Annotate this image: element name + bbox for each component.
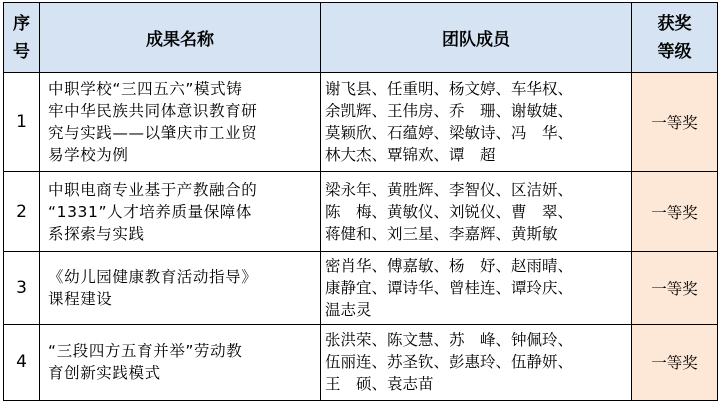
member-line: 余凯辉、王伟房、乔 珊、谢敏婕、 (325, 102, 574, 121)
award-level: 一等奖 (632, 251, 718, 324)
team-members (321, 172, 632, 251)
header-team-members: 团队成员 (321, 3, 632, 73)
table-row (4, 172, 718, 251)
member-line: 蒋健和、刘三星、李嘉辉、黄斯敏 (325, 224, 558, 243)
team-members (321, 251, 632, 324)
row-number: 2 (4, 172, 40, 251)
awards-table (3, 2, 718, 401)
name-line: 牢中华民族共同体意识教育研 (48, 102, 258, 121)
table-row (4, 324, 718, 400)
name-line: 课程建设 (48, 289, 113, 308)
member-line: 伍丽连、苏圣钦、彭惠玲、伍静妍、 (325, 353, 574, 372)
table-row (4, 251, 718, 324)
member-line: 王 硕、袁志苗 (325, 375, 434, 394)
name-line: 《幼儿园健康教育活动指导》 (48, 267, 258, 286)
name-line: “1331”人才培养质量保障体 (48, 202, 253, 221)
name-line: 中职学校“三四五六”模式铸 (48, 80, 243, 99)
member-line: 陈 梅、黄敏仪、刘锐仪、曹 翠、 (325, 202, 574, 221)
name-line: 易学校为例 (48, 146, 129, 165)
header-number-line1: 序 (13, 13, 30, 34)
name-line: 系探索与实践 (48, 224, 145, 243)
member-line: 莫颖欣、石蕴婷、梁敏诗、冯 华、 (325, 124, 574, 143)
name-line: 育创新实践模式 (48, 364, 161, 383)
row-number: 3 (4, 251, 40, 324)
header-achievement-name: 成果名称 (40, 3, 321, 73)
member-line: 张洪荣、陈文慧、苏 峰、钟佩玲、 (325, 331, 574, 350)
row-number: 1 (4, 73, 40, 172)
row-number: 4 (4, 324, 40, 400)
award-level: 一等奖 (632, 324, 718, 400)
member-line: 康静宜、谭诗华、曾桂连、谭玲庆、 (325, 278, 574, 297)
member-line: 温志灵 (325, 300, 372, 319)
header-award-line2: 等级 (657, 41, 692, 62)
header-number-line2: 号 (13, 41, 30, 62)
achievement-name (40, 324, 321, 400)
name-line: 究与实践——以肇庆市工业贸 (48, 124, 258, 143)
table-row (4, 73, 718, 172)
achievement-name (40, 172, 321, 251)
achievement-name (40, 251, 321, 324)
header-number (4, 3, 40, 73)
header-award-line1: 获奖 (657, 13, 692, 34)
name-line: “三段四方五育并举”劳动教 (48, 342, 243, 361)
header-row (4, 3, 718, 73)
member-line: 梁永年、黄胜辉、李智仪、区洁妍、 (325, 180, 574, 199)
name-line: 中职电商专业基于产教融合的 (48, 180, 258, 199)
member-line: 密肖华、傅嘉敏、杨 妤、赵雨晴、 (325, 256, 574, 275)
team-members (321, 73, 632, 172)
achievement-name (40, 73, 321, 172)
header-award-level (632, 3, 718, 73)
member-line: 林大杰、覃锦欢、谭 超 (325, 146, 496, 165)
member-line: 谢飞县、任重明、杨文婷、车华权、 (325, 80, 574, 99)
award-level: 一等奖 (632, 172, 718, 251)
award-level: 一等奖 (632, 73, 718, 172)
team-members (321, 324, 632, 400)
